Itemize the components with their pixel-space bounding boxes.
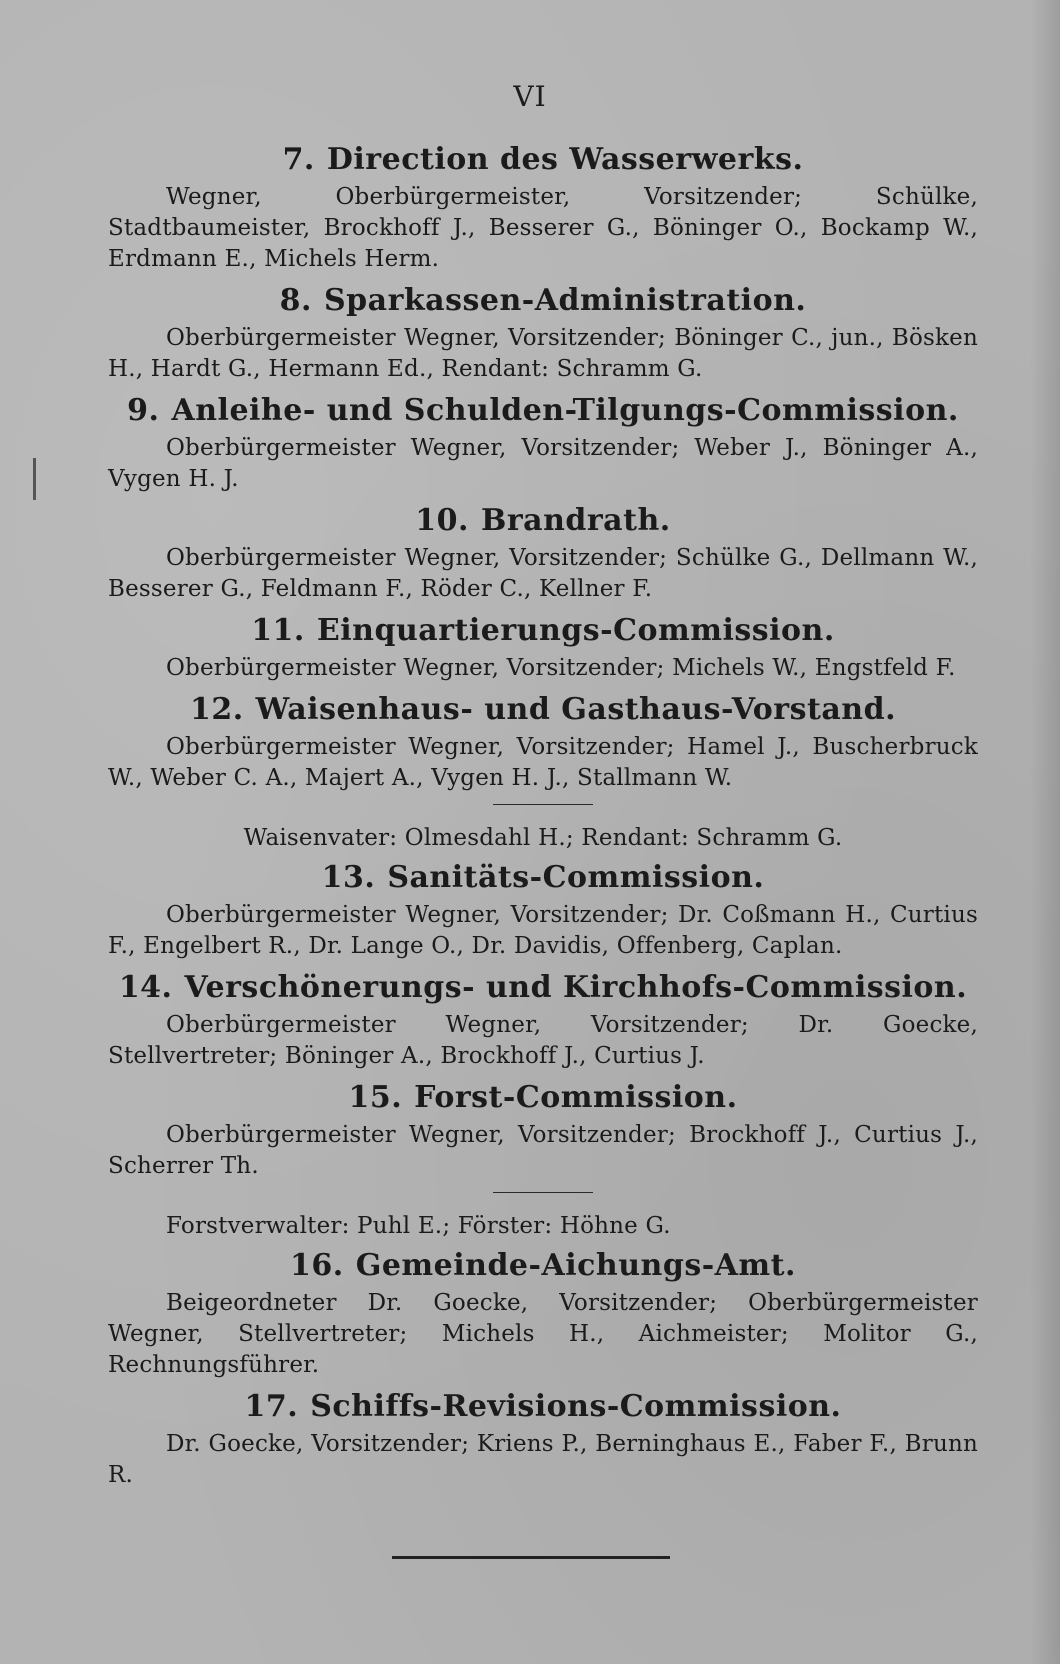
- section-heading: [108, 138, 978, 182]
- section-11: [108, 609, 978, 684]
- section-heading: [108, 1076, 978, 1120]
- page-content: [108, 138, 978, 1495]
- page-edge-shadow: [1030, 0, 1060, 1664]
- section-heading: [108, 856, 978, 900]
- section-divider: [493, 804, 593, 805]
- section-members: Oberbürgermeister Wegner, Vorsitzender; Dr. Coßmann H., Curtius F., Engelbert R., Dr. Lange O., Dr. Davidis, Offenberg, Caplan.: [108, 902, 978, 959]
- section-title: Brandrath.: [480, 503, 671, 538]
- section-heading: [108, 966, 978, 1010]
- section-14: [108, 966, 978, 1072]
- section-members: Oberbürgermeister Wegner, Vorsitzender; Michels W., Engstfeld F.: [166, 655, 956, 681]
- section-16: [108, 1244, 978, 1381]
- section-officers: Waisenvater: Olmesdahl H.; Rendant: Schramm G.: [243, 825, 843, 851]
- section-members: Oberbürgermeister Wegner, Vorsitzender; Brockhoff J., Curtius J., Scherrer Th.: [108, 1122, 978, 1179]
- section-members: Oberbürgermeister Wegner, Vorsitzender; Dr. Goecke, Stellvertreter; Böninger A., Brockhoff J., Curtius J.: [108, 1012, 978, 1069]
- section-members: Oberbürgermeister Wegner, Vorsitzender; Böninger C., jun., Bösken H., Hardt G., Hermann Ed., Rendant: Schramm G.: [108, 325, 978, 382]
- section-heading: [108, 499, 978, 543]
- section-members: Wegner, Oberbürgermeister, Vorsitzender; Schülke, Stadtbaumeister, Brockhoff J., Besserer G., Böninger O., Bockamp W., Erdmann E., Michels Herm.: [108, 184, 978, 272]
- section-heading: [108, 1385, 978, 1429]
- section-heading: [108, 688, 978, 732]
- section-number: 17.: [244, 1389, 299, 1424]
- section-number: 16.: [290, 1248, 344, 1283]
- section-title: Gemeinde-Aichungs-Amt.: [355, 1248, 796, 1283]
- page-number: VI: [513, 80, 547, 113]
- section-10: [108, 499, 978, 605]
- section-officers: Forstverwalter: Puhl E.; Förster: Höhne G.: [166, 1213, 671, 1239]
- section-number: 13.: [321, 860, 376, 895]
- section-15: [108, 1076, 978, 1242]
- section-7: [108, 138, 978, 275]
- section-title: Anleihe- und Schulden-Tilgungs-Commission.: [171, 393, 959, 428]
- section-divider: [493, 1192, 593, 1193]
- section-title: Schiffs-Revisions-Commission.: [310, 1389, 842, 1424]
- section-title: Verschönerungs- und Kirchhofs-Commission.: [184, 970, 968, 1005]
- section-title: Sanitäts-Commission.: [387, 860, 765, 895]
- section-members: Beigeordneter Dr. Goecke, Vorsitzender; Oberbürgermeister Wegner, Stellvertreter; Michels H., Aichmeister; Molitor G., Rechnungsführer.: [108, 1290, 978, 1378]
- section-heading: [108, 1244, 978, 1288]
- section-members: Oberbürgermeister Wegner, Vorsitzender; Hamel J., Buscherbruck W., Weber C. A., Majert A., Vygen H. J., Stallmann W.: [108, 734, 978, 791]
- section-number: 14.: [118, 970, 173, 1005]
- section-13: [108, 856, 978, 962]
- section-number: 11.: [251, 613, 305, 648]
- section-9: [108, 389, 978, 495]
- section-8: [108, 279, 978, 385]
- section-heading: [108, 389, 978, 433]
- section-members: Oberbürgermeister Wegner, Vorsitzender; Schülke G., Dellmann W., Besserer G., Feldmann F., Röder C., Kellner F.: [108, 545, 978, 602]
- section-members: Dr. Goecke, Vorsitzender; Kriens P., Berninghaus E., Faber F., Brunn R.: [108, 1431, 978, 1488]
- section-heading: [108, 609, 978, 653]
- section-title: Waisenhaus- und Gasthaus-Vorstand.: [255, 692, 897, 727]
- section-title: Forst-Commission.: [414, 1080, 738, 1115]
- section-17: [108, 1385, 978, 1491]
- section-heading: [108, 279, 978, 323]
- section-title: Sparkassen-Administration.: [323, 283, 807, 318]
- section-number: 9.: [127, 393, 160, 428]
- section-number: 15.: [348, 1080, 403, 1115]
- section-number: 10.: [415, 503, 469, 538]
- section-title: Direction des Wasserwerks.: [326, 142, 804, 177]
- end-rule: [392, 1556, 670, 1559]
- section-title: Einquartierungs-Commission.: [316, 613, 835, 648]
- section-number: 12.: [189, 692, 244, 727]
- section-number: 7.: [282, 142, 315, 177]
- section-members: Oberbürgermeister Wegner, Vorsitzender; Weber J., Böninger A., Vygen H. J.: [108, 435, 978, 492]
- margin-mark: [33, 458, 36, 500]
- section-12: [108, 688, 978, 854]
- section-number: 8.: [279, 283, 312, 318]
